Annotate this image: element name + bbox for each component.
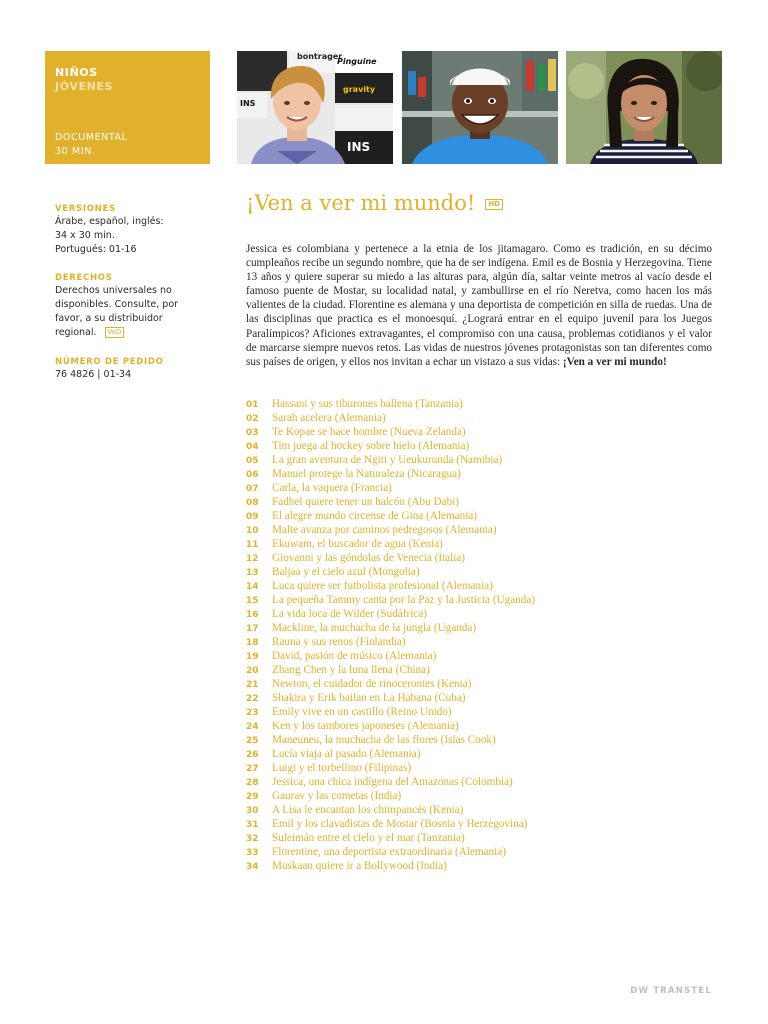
duration-label: 30 MIN. — [55, 146, 96, 157]
category-line-1: NIÑOS — [55, 66, 98, 79]
versions-line-3: Portugués: 01-16 — [55, 244, 137, 255]
episode-number: 08 — [246, 498, 259, 508]
episode-item — [246, 508, 726, 522]
episode-title: La gran aventura de Ngiti y Ueukurunda (Namibia) — [272, 454, 503, 466]
order-heading: NÚMERO DE PEDIDO — [55, 357, 164, 367]
episode-number: 07 — [246, 484, 259, 494]
episode-number: 18 — [246, 638, 259, 648]
episode-number: 02 — [246, 414, 259, 424]
description-text: Jessica es colombiana y pertenece a la etnia de los jitamagaro. Como es tradición, en su décimo cumpleaños recibe un segundo nombre, que ha de ser indígena. Emil es de Bosnia y Herzegovina. Tiene 13 años y quiere superar su miedo a las alturas para, algún día, saltar veinte metros al vacío desde el famoso puente de Mostar, su localidad natal, y zambullirse en el río Neretva, como hacen los más valientes de la ciudad. Florentine es alemana y una deportista de competición en silla de ruedas. Una de las disciplinas que practica es el monoesquí. ¿Logrará entrar en el equipo juvenil para los Juegos Paralímpicos? Aficiones extravagantes, el compromiso con una causa, problemas cotidianos y el valor de marcarse siempre nuevos retos. Las vidas de nuestros jóvenes protagonistas son tan diferentes como sus países de origen, y ellos nos invitan a echar un vistazo a sus vidas: — [246, 243, 712, 368]
episode-number: 27 — [246, 764, 259, 774]
episode-item — [246, 830, 726, 844]
episode-number: 32 — [246, 834, 259, 844]
photo-girl-striped-shirt — [566, 51, 722, 164]
episode-number: 06 — [246, 470, 259, 480]
episode-number: 31 — [246, 820, 259, 830]
episode-number: 03 — [246, 428, 259, 438]
rights-line-4: regional. — [55, 327, 97, 338]
episode-item — [246, 606, 726, 620]
episode-title: Ken y los tambores japoneses (Alemania) — [272, 720, 459, 732]
episode-number: 23 — [246, 708, 259, 718]
episode-number: 30 — [246, 806, 259, 816]
episode-title: Giovanni y las góndolas de Venecia (Italia) — [272, 552, 466, 564]
episode-item — [246, 396, 726, 410]
episode-title: Tim juega al hockey sobre hielo (Alemania) — [272, 440, 470, 452]
description-bold: ¡Ven a ver mi mundo! — [562, 355, 667, 368]
episode-title: Carla, la vaquera (Francia) — [272, 482, 392, 494]
episode-title: Rauna y sus renos (Finlandia) — [272, 636, 406, 648]
category-line-2: JÓVENES — [55, 80, 114, 93]
episode-number: 28 — [246, 778, 259, 788]
episode-item — [246, 760, 726, 774]
episode-item — [246, 424, 726, 438]
episode-item — [246, 844, 726, 858]
episode-title: Florentine, una deportista extraordinaria (Alemania) — [272, 846, 506, 858]
page-title: ¡Ven a ver mi mundo! — [246, 191, 476, 215]
episode-title: Ekuwam, el buscador de agua (Kenia) — [272, 538, 443, 550]
episode-item — [246, 438, 726, 452]
episode-number: 14 — [246, 582, 259, 592]
episode-item — [246, 662, 726, 676]
versions-line-1: Árabe, español, inglés: — [55, 216, 164, 227]
rights-line-4-row — [55, 326, 205, 340]
episode-number: 13 — [246, 568, 259, 578]
episode-item — [246, 802, 726, 816]
order-section — [55, 356, 205, 382]
photo-boy-sponsor-wall — [237, 51, 393, 164]
episode-item — [246, 592, 726, 606]
format-label: DOCUMENTAL — [55, 132, 128, 143]
episode-title: Lucía viaja al pasado (Alemania) — [272, 748, 421, 760]
episode-title: Fadhel quiere tener un halcón (Abu Dabi) — [272, 496, 460, 508]
episode-title: Luca quiere ser futbolista profesional (Alemania) — [272, 580, 493, 592]
episode-item — [246, 704, 726, 718]
episode-item — [246, 466, 726, 480]
rights-line-2: disponibles. Consulte, por — [55, 299, 179, 310]
episode-item — [246, 480, 726, 494]
episode-item — [246, 648, 726, 662]
episode-number: 17 — [246, 624, 259, 634]
episode-item — [246, 746, 726, 760]
versions-line-2: 34 x 30 min. — [55, 230, 115, 241]
episode-number: 26 — [246, 750, 259, 760]
episode-title: Shakira y Erik bailan en La Habana (Cuba) — [272, 692, 466, 704]
versions-section — [55, 203, 205, 257]
episode-number: 04 — [246, 442, 259, 452]
episode-item — [246, 732, 726, 746]
episode-item — [246, 858, 726, 872]
episode-number: 01 — [246, 400, 259, 410]
vod-badge: VoD — [105, 327, 125, 338]
episode-number: 19 — [246, 652, 259, 662]
episode-number: 11 — [246, 540, 259, 550]
episode-title: Baljaa y el cielo azul (Mongolia) — [272, 566, 420, 578]
episode-number: 24 — [246, 722, 259, 732]
episode-title: Gaurav y las cometas (India) — [272, 790, 402, 802]
rights-section — [55, 272, 205, 340]
episode-number: 34 — [246, 862, 259, 872]
episode-number: 22 — [246, 694, 259, 704]
category-box — [45, 51, 210, 164]
title-row — [246, 191, 726, 215]
episode-item — [246, 788, 726, 802]
rights-line-3: favor, a su distribuidor — [55, 313, 163, 324]
episode-title: Luigi y el torbellino (Filipinas) — [272, 762, 412, 774]
episode-item — [246, 690, 726, 704]
episode-number: 05 — [246, 456, 259, 466]
episode-title: A Lisa le encantan los chimpancés (Kenia) — [272, 804, 464, 816]
episode-number: 12 — [246, 554, 259, 564]
footer-brand: DW TRANSTEL — [630, 986, 712, 996]
sponsor-sign-1: bontrager — [297, 52, 343, 61]
episode-number: 33 — [246, 848, 259, 858]
episode-item — [246, 522, 726, 536]
episode-item — [246, 578, 726, 592]
episode-number: 29 — [246, 792, 259, 802]
episode-title: Newton, el cuidador de rinocerontes (Kenia) — [272, 678, 472, 690]
episode-title: Suleimán entre el cielo y el mar (Tanzania) — [272, 832, 465, 844]
episode-title: La vida loca de Wilder (Sudáfrica) — [272, 608, 427, 620]
episode-title: Emily vive en un castillo (Reino Unido) — [272, 706, 452, 718]
rights-line-1: Derechos universales no — [55, 285, 172, 296]
episode-number: 09 — [246, 512, 259, 522]
episode-item — [246, 816, 726, 830]
episode-list — [246, 396, 726, 872]
episode-item — [246, 774, 726, 788]
sponsor-sign-2: Pinguine — [337, 57, 377, 66]
episode-title: Sarah acelera (Alemania) — [272, 412, 386, 424]
episode-title: El alegre mundo circense de Gina (Alemania) — [272, 510, 478, 522]
sponsor-sign-3: gravity — [343, 85, 376, 94]
episode-number: 16 — [246, 610, 259, 620]
episode-number: 25 — [246, 736, 259, 746]
episode-item — [246, 494, 726, 508]
episode-number: 21 — [246, 680, 259, 690]
order-number: 76 4826 | 01-34 — [55, 369, 132, 380]
episode-item — [246, 452, 726, 466]
episode-item — [246, 676, 726, 690]
episode-title: Hassani y sus tiburones ballena (Tanzania) — [272, 398, 463, 410]
episode-number: 20 — [246, 666, 259, 676]
hd-badge: HD — [485, 199, 503, 210]
episode-title: Emil y los clavadistas de Mostar (Bosnia y Herzegovina) — [272, 818, 528, 830]
episode-item — [246, 564, 726, 578]
episode-title: Mackline, la muchacha de la jungla (Uganda) — [272, 622, 477, 634]
episode-item — [246, 718, 726, 732]
episode-title: Te Kopae se hace hombre (Nueva Zelanda) — [272, 426, 466, 438]
episode-item — [246, 410, 726, 424]
episode-title: La pequeña Tammy canta por la Paz y la Justicia (Uganda) — [272, 594, 536, 606]
sponsor-sign-5: INS — [347, 140, 371, 154]
episode-item — [246, 634, 726, 648]
photo-boy-white-cap — [402, 51, 558, 164]
rights-heading: DERECHOS — [55, 273, 113, 283]
episode-item — [246, 536, 726, 550]
episode-item — [246, 620, 726, 634]
versions-heading: VERSIONES — [55, 204, 116, 214]
sponsor-sign-4: INS — [240, 99, 256, 108]
episode-number: 10 — [246, 526, 259, 536]
episode-title: Maneuneu, la muchacha de las flores (Islas Cook) — [272, 734, 496, 746]
episode-title: Manuel protege la Naturaleza (Nicaragua) — [272, 468, 461, 480]
episode-title: Muskaan quiere ir a Bollywood (India) — [272, 860, 447, 872]
episode-number: 15 — [246, 596, 259, 606]
episode-title: Jessica, una chica indígena del Amazonas (Colombia) — [272, 776, 513, 788]
episode-title: Zhang Chen y la luna llena (China) — [272, 664, 430, 676]
episode-title: David, pasión de músico (Alemania) — [272, 650, 437, 662]
episode-title: Malte avanza por caminos pedregosos (Alemania) — [272, 524, 497, 536]
episode-item — [246, 550, 726, 564]
description — [246, 242, 712, 369]
